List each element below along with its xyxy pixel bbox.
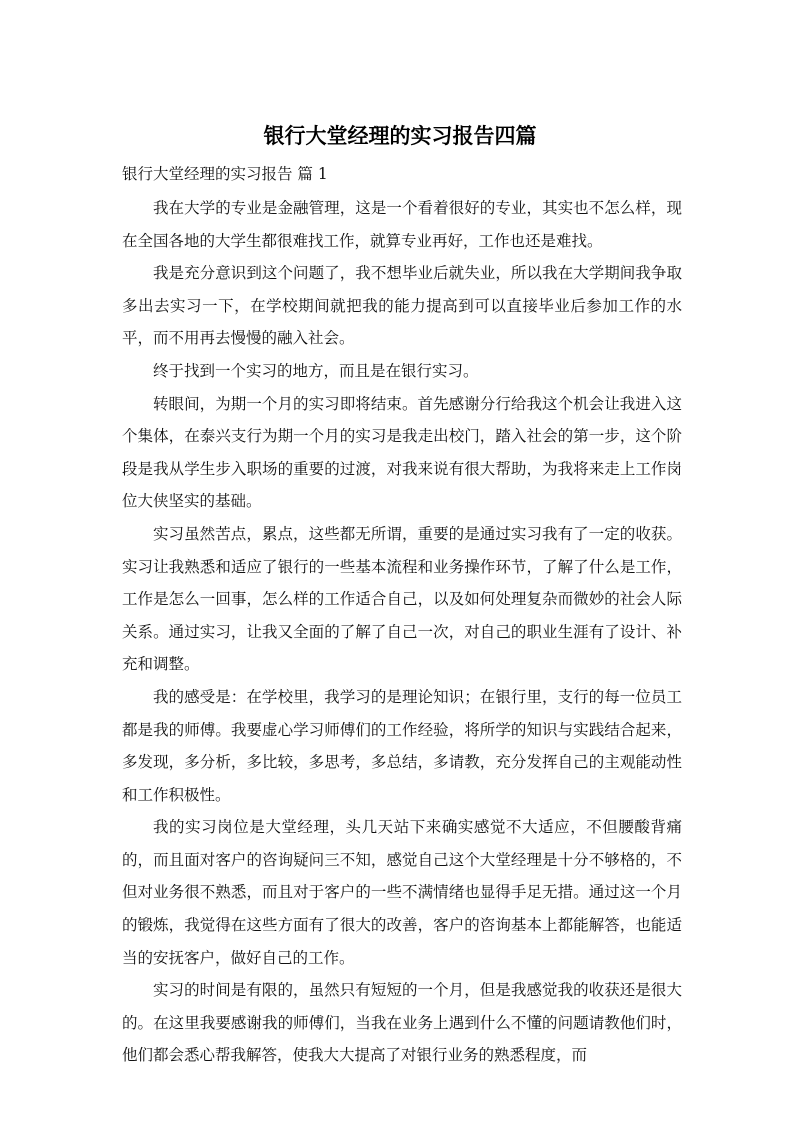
paragraph: 终于找到一个实习的地方，而且是在银行实习。 <box>153 361 479 380</box>
document-body <box>122 162 682 1072</box>
paragraph: 我是充分意识到这个问题了，我不想毕业后就失业，所以我在大学期间我争取多出去实习一下，在学校期间就把我的能力提高到可以直接毕业后参加工作的水平，而不用再去慢慢的融入社会。 <box>122 264 682 348</box>
section-heading: 银行大堂经理的实习报告 篇 1 <box>122 165 328 183</box>
paragraph: 实习的时间是有限的，虽然只有短短的一个月，但是我感觉我的收获还是很大的。在这里我要感谢我的师傅们，当我在业务上遇到什么不懂的问题请教他们时，他们都会悉心帮我解答，使我大大提高了对银行业务的熟悉程度，而 <box>122 981 682 1065</box>
document-title: 银行大堂经理的实习报告四篇 <box>263 124 537 148</box>
paragraph: 我的感受是：在学校里，我学习的是理论知识；在银行里，支行的每一位员工都是我的师傅。我要虚心学习师傅们的工作经验，将所学的知识与实践结合起来，多发现，多分析，多比较，多思考，多总结，多请教，充分发挥自己的主观能动性和工作积极性。 <box>122 687 682 804</box>
paragraph: 我的实习岗位是大堂经理，头几天站下来确实感觉不大适应，不但腰酸背痛的，而且面对客户的咨询疑问三不知，感觉自己这个大堂经理是十分不够格的，不但对业务很不熟悉，而且对于客户的一些不满情绪也显得手足无措。通过这一个月的锻炼，我觉得在这些方面有了很大的改善，客户的咨询基本上都能解答，也能适当的安抚客户，做好自己的工作。 <box>122 818 682 967</box>
paragraph: 转眼间，为期一个月的实习即将结束。首先感谢分行给我这个机会让我进入这个集体，在泰兴支行为期一个月的实习是我走出校门，踏入社会的第一步，这个阶段是我从学生步入职场的重要的过渡，对我来说有很大帮助，为我将来走上工作岗位大侠坚实的基础。 <box>122 394 682 511</box>
paragraph: 实习虽然苦点，累点，这些都无所谓，重要的是通过实习我有了一定的收获。实习让我熟悉和适应了银行的一些基本流程和业务操作环节，了解了什么是工作，工作是怎么一回事，怎么样的工作适合自己，以及如何处理复杂而微妙的社会人际关系。通过实习，让我又全面的了解了自己一次，对自己的职业生涯有了设计、补充和调整。 <box>122 524 682 674</box>
paragraph: 我在大学的专业是金融管理，这是一个看着很好的专业，其实也不怎么样，现在全国各地的大学生都很难找工作，就算专业再好，工作也还是难找。 <box>122 199 682 250</box>
